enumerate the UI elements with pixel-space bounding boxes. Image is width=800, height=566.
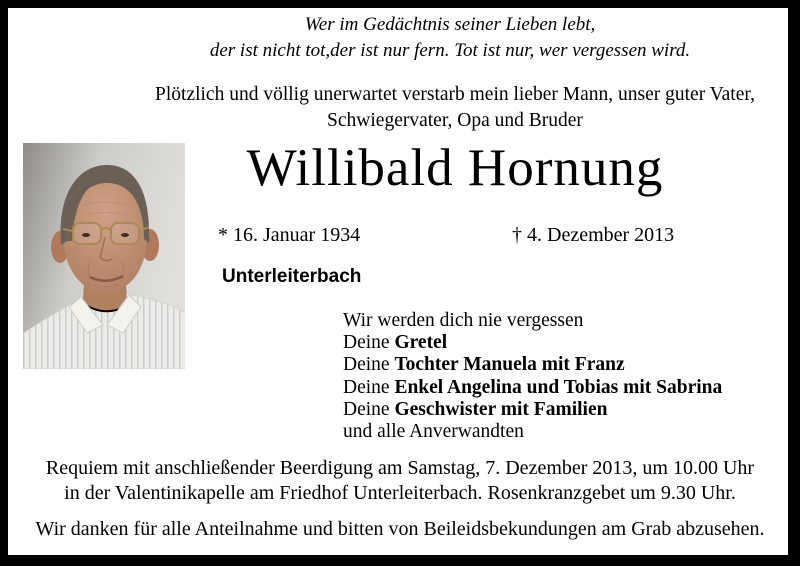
- mourner-name: Tochter Manuela mit Franz: [394, 354, 625, 376]
- mourner-prefix: Deine: [343, 332, 395, 354]
- mourner-prefix: Deine: [343, 398, 395, 420]
- mourner-row: [343, 399, 773, 421]
- quote-line-1: Wer im Gedächtnis seiner Lieben lebt,: [304, 14, 596, 35]
- relatives-line: und alle Anverwandten: [343, 421, 524, 443]
- place-name: Unterleiterbach: [222, 266, 362, 287]
- intro-line-1: Plötzlich und völlig unerwartet verstarb mein lieber Mann, unser guter Vater,: [155, 84, 755, 105]
- service-line-2: in der Valentinikapelle am Friedhof Unterleiterbach. Rosenkranzgebet um 9.30 Uhr.: [64, 482, 736, 504]
- deceased-name: Willibald Hornung: [246, 139, 664, 197]
- portrait-photo: [23, 143, 185, 369]
- condolence-note: Wir danken für alle Anteilnahme und bitten von Beileidsbekundungen am Grab abzusehen.: [35, 518, 765, 540]
- intro-line-2: Schwiegervater, Opa und Bruder: [327, 110, 583, 131]
- birth-date: * 16. Januar 1934: [218, 224, 361, 246]
- mourner-name: Gretel: [394, 332, 448, 354]
- death-date: † 4. Dezember 2013: [512, 224, 675, 246]
- mourner-prefix: Deine: [343, 354, 395, 376]
- farewell-line: Wir werden dich nie vergessen: [343, 310, 584, 331]
- mourner-name: Enkel Angelina und Tobias mit Sabrina: [394, 376, 723, 398]
- mourner-row: [343, 332, 773, 354]
- mourner-name: Geschwister mit Familien: [394, 398, 608, 420]
- memorial-quote: [100, 12, 800, 64]
- quote-line-2: der ist nicht tot,der ist nur fern. Tot ist nur, wer vergessen wird.: [209, 40, 691, 61]
- mourner-row: [343, 377, 773, 399]
- intro-text: [110, 82, 800, 134]
- mourner-prefix: Deine: [343, 376, 395, 398]
- service-announcement: [0, 456, 800, 506]
- family-block: [343, 310, 773, 443]
- mourner-row: [343, 354, 773, 376]
- service-line-1: Requiem mit anschließender Beerdigung am Samstag, 7. Dezember 2013, um 10.00 Uhr: [45, 457, 755, 479]
